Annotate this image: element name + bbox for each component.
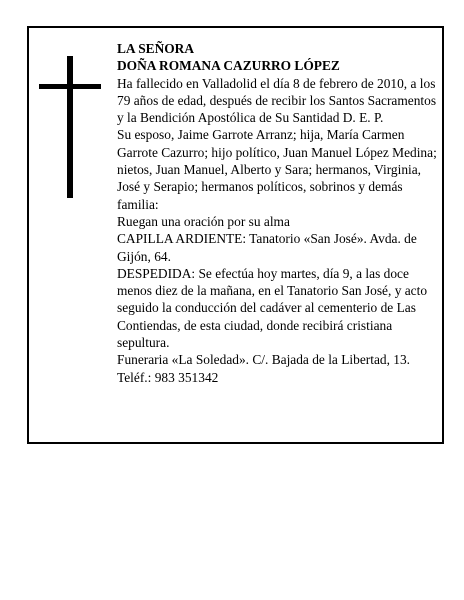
- cross-vertical-bar: [67, 56, 73, 198]
- farewell-info: DESPEDIDA: Se efectúa hoy martes, día 9, a las doce menos diez de la mañana, en el Tanatorio San José, y acto seguido la conducción del cadáver al cementerio de Las Contiendas, de esta ciudad, donde recibirá cristiana sepultura.: [117, 265, 428, 351]
- obituary-notice: [27, 26, 444, 444]
- chapel-info: CAPILLA ARDIENTE: Tanatorio «San José». Avda. de Gijón, 64.: [117, 231, 417, 264]
- family-list: Su esposo, Jaime Garrote Arranz; hija, María Carmen Garrote Cazurro; hijo político, Juan Manuel López Medina; nietos, Juan Manuel, Alberto y Sara; hermanos, Virginia, José y Serapio; hermanos políticos, sobrinos y demás familia:: [117, 127, 437, 212]
- prayer-request: Ruegan una oración por su alma: [117, 213, 290, 229]
- deceased-name: DOÑA ROMANA CAZURRO LÓPEZ: [117, 58, 340, 74]
- obituary-text: [117, 40, 439, 386]
- death-announcement: Ha fallecido en Valladolid el día 8 de febrero de 2010, a los 79 años de edad, después de recibir los Santos Sacramentos y la Bendición Apostólica de Su Santidad D. E. P.: [117, 75, 437, 126]
- cross-horizontal-bar: [39, 84, 101, 89]
- notice-title: LA SEÑORA: [117, 41, 195, 56]
- funeral-home-info: Funeraria «La Soledad». C/. Bajada de la Libertad, 13. Teléf.: 983 351342: [117, 352, 411, 385]
